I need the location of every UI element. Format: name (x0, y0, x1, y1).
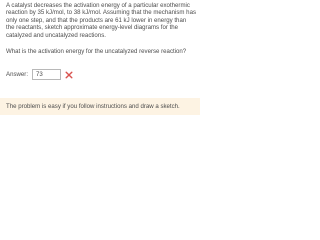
question-text: A catalyst decreases the activation energy of a particular exothermic reaction by 35 kJ/mol, to 38 kJ/mol. Assuming that the mechanism has only one step, and that the products are 61 kJ lower in energy than the reactants, sketch approximate energy-level diagrams for the catalyzed and uncatalyzed reactions. (6, 2, 197, 39)
question-prompt: What is the activation energy for the uncatalyzed reverse reaction? (6, 48, 187, 55)
incorrect-x-icon-glyph (65, 71, 73, 79)
answer-label: Answer: (6, 71, 29, 78)
answer-input[interactable] (32, 69, 61, 80)
question-page (0, 0, 200, 120)
answer-row (6, 67, 73, 82)
feedback-hint-text: The problem is easy if you follow instructions and draw a sketch. (6, 103, 180, 110)
answer-value: 73 (36, 71, 43, 78)
incorrect-x-icon (65, 71, 73, 79)
feedback-hint-box (0, 98, 200, 115)
